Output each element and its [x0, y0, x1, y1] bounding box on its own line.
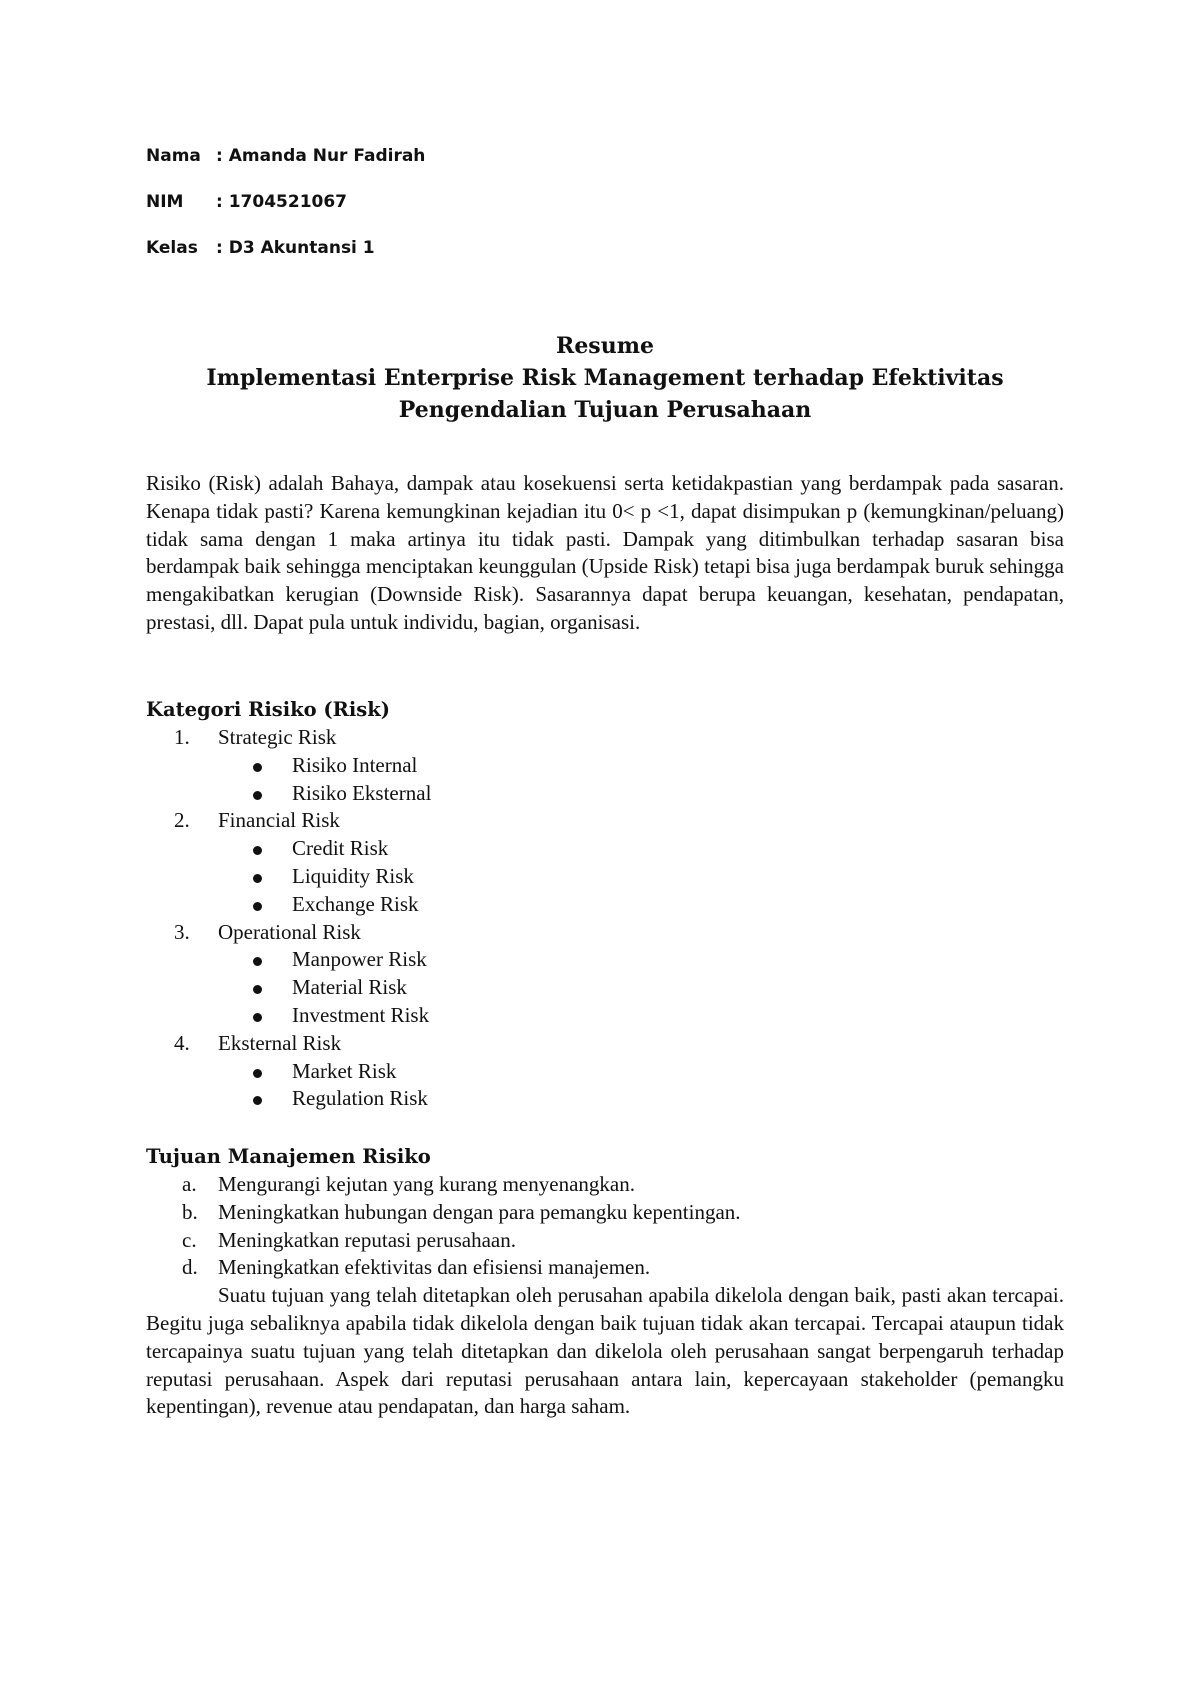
goal-item [146, 1199, 1064, 1227]
name-value: : Amanda Nur Fadirah [216, 146, 426, 166]
category-item [146, 919, 1064, 1030]
class-row [146, 238, 425, 284]
goal-letter: c. [182, 1227, 197, 1252]
heading-line-3: Pengendalian Tujuan Perusahaan [398, 397, 812, 423]
subcategory-label: Investment Risk [292, 1002, 430, 1027]
goal-item [146, 1171, 1064, 1199]
bullet-icon [253, 791, 262, 800]
goals-title: Tujuan Manajemen Risiko [146, 1145, 431, 1168]
category-number: 2. [174, 808, 190, 833]
category-item [146, 724, 1064, 807]
intro-section [146, 470, 1064, 637]
class-label: Kelas [146, 238, 198, 258]
subcategory-item [146, 1002, 1064, 1030]
risk-categories-section [146, 696, 1064, 1113]
goal-letter: b. [182, 1199, 198, 1224]
goals-list [146, 1171, 1064, 1282]
subcategory-list [218, 835, 1064, 918]
category-label: Strategic Risk [218, 725, 337, 749]
goal-letter: d. [182, 1255, 198, 1280]
bullet-icon [253, 902, 262, 911]
subcategory-item [146, 863, 1064, 891]
category-label: Eksternal Risk [218, 1030, 342, 1055]
categories-list [146, 724, 1064, 1113]
name-label: Nama [146, 146, 201, 166]
bullet-icon [253, 957, 262, 966]
bullet-icon [253, 1096, 262, 1105]
heading-line-2: Implementasi Enterprise Risk Management terhadap Efektivitas [206, 365, 1004, 391]
subcategory-item [146, 1058, 1064, 1086]
bullet-icon [253, 985, 262, 994]
category-item [146, 1030, 1064, 1113]
subcategory-label: Risiko Eksternal [292, 780, 432, 805]
subcategory-label: Liquidity Risk [292, 863, 414, 888]
subcategory-item [146, 752, 1064, 780]
subcategory-label: Regulation Risk [292, 1086, 428, 1111]
subcategory-label: Market Risk [292, 1058, 397, 1083]
goal-item [146, 1254, 1064, 1282]
categories-title: Kategori Risiko (Risk) [146, 698, 390, 721]
category-item [146, 807, 1064, 918]
closing-paragraph: Suatu tujuan yang telah ditetapkan oleh perusahan apabila dikelola dengan baik, pasti akan tercapai. Begitu juga sebaliknya apabila tidak dikelola dengan baik tujuan tidak akan tercapai. Tercapai ataupun tidak tercapainya suatu tujuan yang telah ditetapkan dan dikelola oleh perusahaan sangat berpengaruh terhadap reputasi perusahaan. Aspek dari reputasi perusahaan antara lain, kepercayaan stakeholder (pemangku kepentingan), revenue atau pendapatan, dan harga saham. [146, 1283, 1064, 1419]
name-row [146, 146, 425, 192]
category-number: 3. [174, 919, 190, 944]
goal-text: Meningkatkan efektivitas dan efisiensi manajemen. [218, 1255, 651, 1280]
subcategory-list [218, 946, 1064, 1029]
risk-management-goals-section [146, 1143, 1064, 1421]
bullet-icon [253, 763, 262, 772]
bullet-icon [253, 846, 262, 855]
goal-letter: a. [182, 1172, 197, 1196]
subcategory-label: Manpower Risk [292, 947, 427, 972]
class-value: : D3 Akuntansi 1 [216, 238, 375, 258]
subcategory-item [146, 1085, 1064, 1113]
intro-paragraph: Risiko (Risk) adalah Bahaya, dampak atau kosekuensi serta ketidakpastian yang berdampak pada sasaran. Kenapa tidak pasti? Karena kemungkinan kejadian itu 0< p <1, dapat disimpukan p (kemungkinan/peluang) tidak sama dengan 1 maka artinya itu tidak pasti. Dampak yang ditimbulkan terhadap sasaran bisa berdampak baik sehingga menciptakan keunggulan (Upside Risk) tetapi bisa juga berdampak buruk sehingga mengakibatkan kerugian (Downside Risk). Sasarannya dapat berupa keuangan, kesehatan, pendapatan, prestasi, dll. Dapat pula untuk individu, bagian, organisasi. [146, 471, 1064, 634]
subcategory-label: Material Risk [292, 975, 407, 1000]
subcategory-item [146, 974, 1064, 1002]
subcategory-item [146, 946, 1064, 974]
subcategory-list [218, 1058, 1064, 1114]
subcategory-label: Credit Risk [292, 836, 389, 861]
category-label: Operational Risk [218, 919, 361, 944]
goal-item [146, 1227, 1064, 1255]
student-identity [146, 146, 425, 284]
bullet-icon [253, 874, 262, 883]
goal-text: Meningkatkan hubungan dengan para pemangku kepentingan. [218, 1199, 741, 1224]
nim-row [146, 192, 425, 238]
goal-text: Meningkatkan reputasi perusahaan. [218, 1227, 516, 1252]
subcategory-item [146, 835, 1064, 863]
subcategory-label: Risiko Internal [292, 752, 418, 777]
category-number: 4. [174, 1030, 190, 1055]
goal-text: Mengurangi kejutan yang kurang menyenangkan. [218, 1172, 635, 1196]
bullet-icon [253, 1069, 262, 1078]
nim-value: : 1704521067 [216, 192, 348, 212]
category-number: 1. [174, 725, 190, 749]
document-heading [146, 330, 1064, 426]
heading-line-1: Resume [556, 333, 654, 359]
nim-label: NIM [146, 192, 184, 212]
subcategory-list [218, 752, 1064, 808]
subcategory-label: Exchange Risk [292, 891, 419, 916]
category-label: Financial Risk [218, 808, 340, 833]
subcategory-item [146, 891, 1064, 919]
subcategory-item [146, 780, 1064, 808]
bullet-icon [253, 1013, 262, 1022]
